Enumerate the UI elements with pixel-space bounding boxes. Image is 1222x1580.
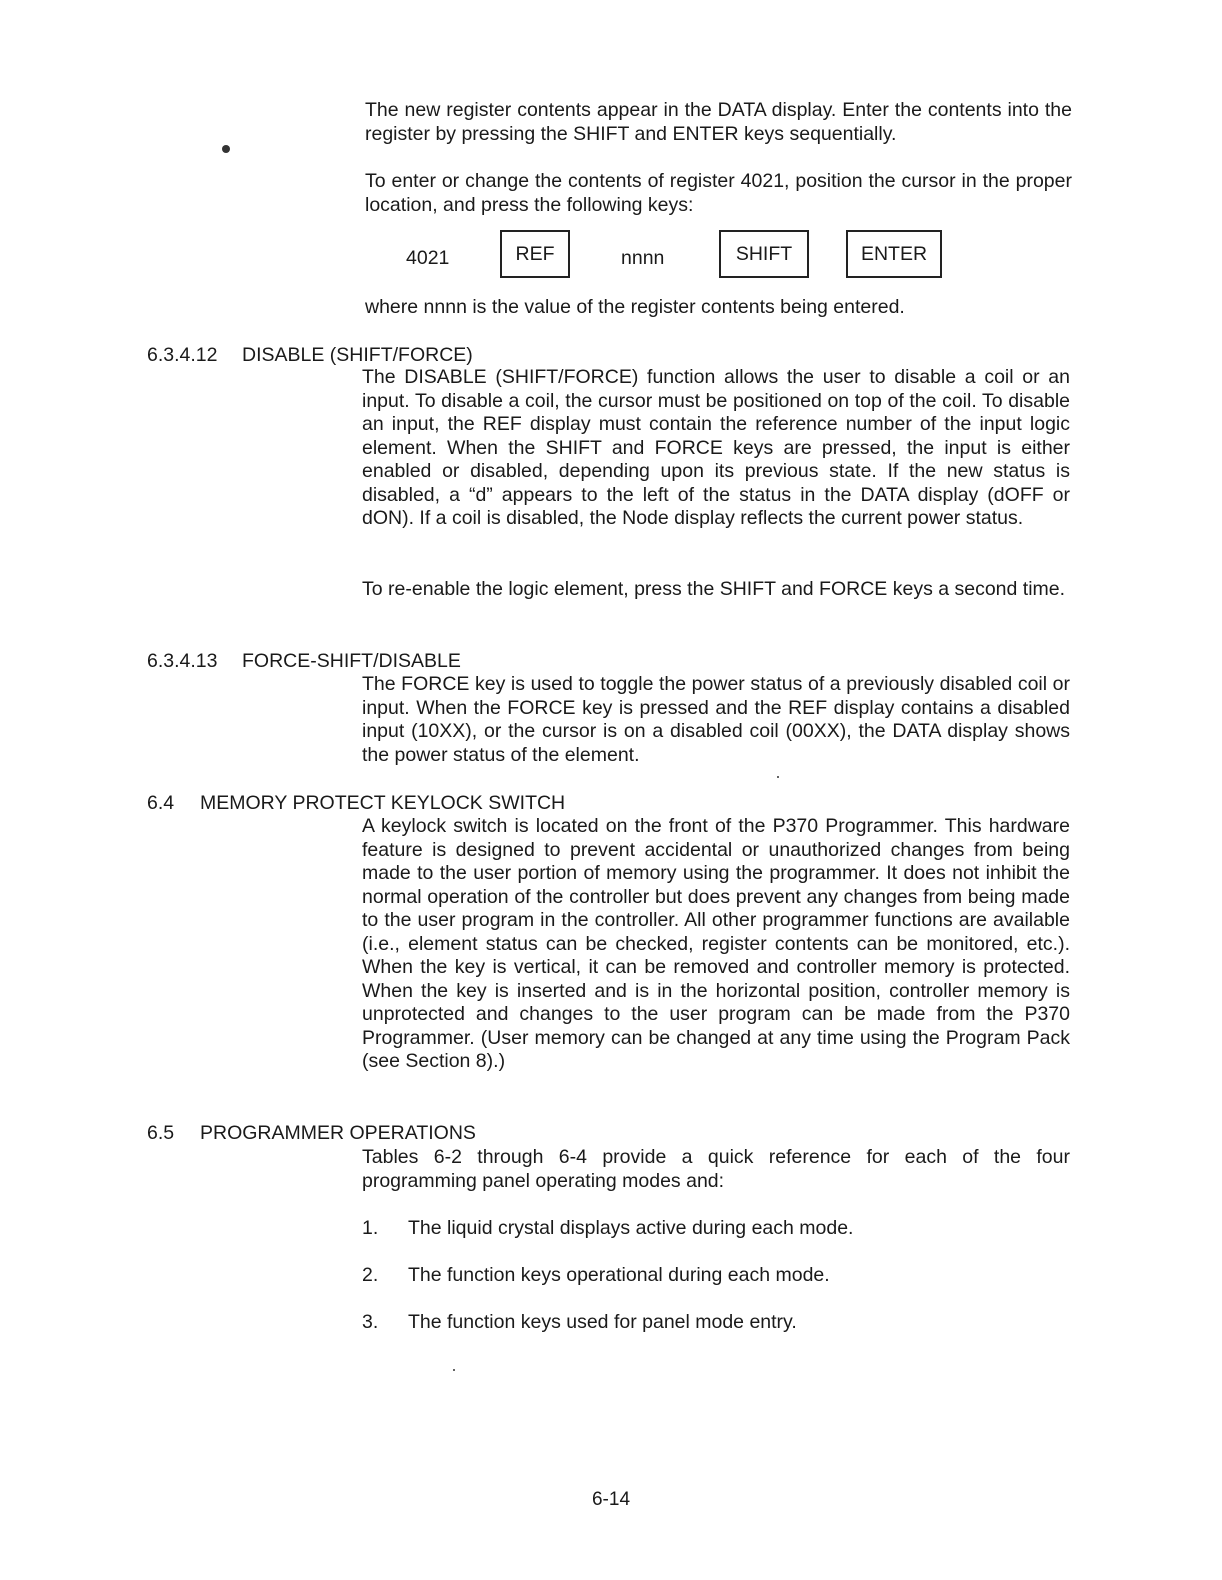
section-number: 6.4 (147, 792, 175, 814)
register-number: 4021 (406, 247, 450, 269)
intro-paragraph-1: The new register contents appear in the DATA display. Enter the contents into the register by pressing the SHIFT and ENTER keys sequentially. (365, 99, 1072, 145)
section-6-5-paragraph-1: Tables 6-2 through 6-4 provide a quick reference for each of the four programming panel operating modes and: (362, 1146, 1070, 1192)
list-item-number: 1. (362, 1217, 379, 1239)
section-heading-6-5 (147, 1121, 476, 1145)
ref-key: REF (500, 230, 570, 278)
register-value: nnnn (621, 247, 665, 269)
list-item-text: The function keys used for panel mode entry. (408, 1311, 797, 1333)
list-item-text: The liquid crystal displays active during each mode. (408, 1217, 854, 1239)
shift-key: SHIFT (719, 230, 809, 278)
list-item-number: 3. (362, 1311, 379, 1333)
intro-paragraph-3: where nnnn is the value of the register contents being entered. (365, 296, 905, 318)
section-title: MEMORY PROTECT KEYLOCK SWITCH (200, 792, 566, 814)
section-title: DISABLE (SHIFT/FORCE) (242, 344, 473, 366)
section-number: 6.3.4.12 (147, 344, 218, 366)
key-sequence (0, 230, 1222, 282)
page-number: 6-14 (591, 1489, 631, 1510)
section-heading-6-3-4-12 (147, 343, 473, 367)
section-title: FORCE-SHIFT/DISABLE (242, 650, 461, 672)
list-item-number: 2. (362, 1264, 379, 1286)
section-number: 6.3.4.13 (147, 650, 218, 672)
section-6-3-4-12-paragraph-1: The DISABLE (SHIFT/FORCE) function allows the user to disable a coil or an input. To disable a coil, the cursor must be positioned on top of the coil. To disable an input, the REF display must contain the reference number of the input logic element. When the SHIFT and FORCE keys are pressed, the input is either enabled or disabled, depending upon its previous state. If the new status is disabled, a “d” appears to the left of the status in the DATA display (dOFF or dON). If a coil is disabled, the Node display reflects the current power status. (362, 366, 1070, 529)
section-6-3-4-13-paragraph-1: The FORCE key is used to toggle the power status of a previously disabled coil or input. When the FORCE key is pressed and the REF display contains a disabled input (10XX), or the cursor is on a disabled coil (00XX), the DATA display shows the power status of the element. (362, 673, 1070, 766)
scan-speck (222, 145, 230, 153)
section-6-3-4-12-paragraph-2: To re-enable the logic element, press the SHIFT and FORCE keys a second time. (362, 578, 1066, 600)
section-heading-6-4 (147, 791, 565, 815)
list-item (362, 1310, 797, 1334)
list-item (362, 1263, 830, 1287)
section-6-4-paragraph-1: A keylock switch is located on the front of the P370 Programmer. This hardware feature is designed to prevent accidental or unauthorized changes from being made to the user portion of memory using the programmer. It does not inhibit the normal operation of the controller but does prevent any changes from being made to the user program in the controller. All other programmer functions are available (i.e., element status can be checked, register contents can be monitored, etc.). When the key is vertical, it can be removed and controller memory is protected. When the key is inserted and is in the horizontal position, controller memory is unprotected and changes to the user program can be made from the P370 Programmer. (User memory can be changed at any time using the Program Pack (see Section 8).) (362, 815, 1070, 1072)
list-item (362, 1216, 853, 1240)
scan-speck (453, 1369, 455, 1371)
list-item-text: The function keys operational during each mode. (408, 1264, 830, 1286)
section-number: 6.5 (147, 1122, 175, 1144)
intro-paragraph-2: To enter or change the contents of register 4021, position the cursor in the proper location, and press the following keys: (365, 170, 1072, 216)
section-title: PROGRAMMER OPERATIONS (200, 1122, 476, 1144)
scan-speck (777, 776, 779, 778)
enter-key: ENTER (846, 230, 942, 278)
section-heading-6-3-4-13 (147, 649, 461, 673)
